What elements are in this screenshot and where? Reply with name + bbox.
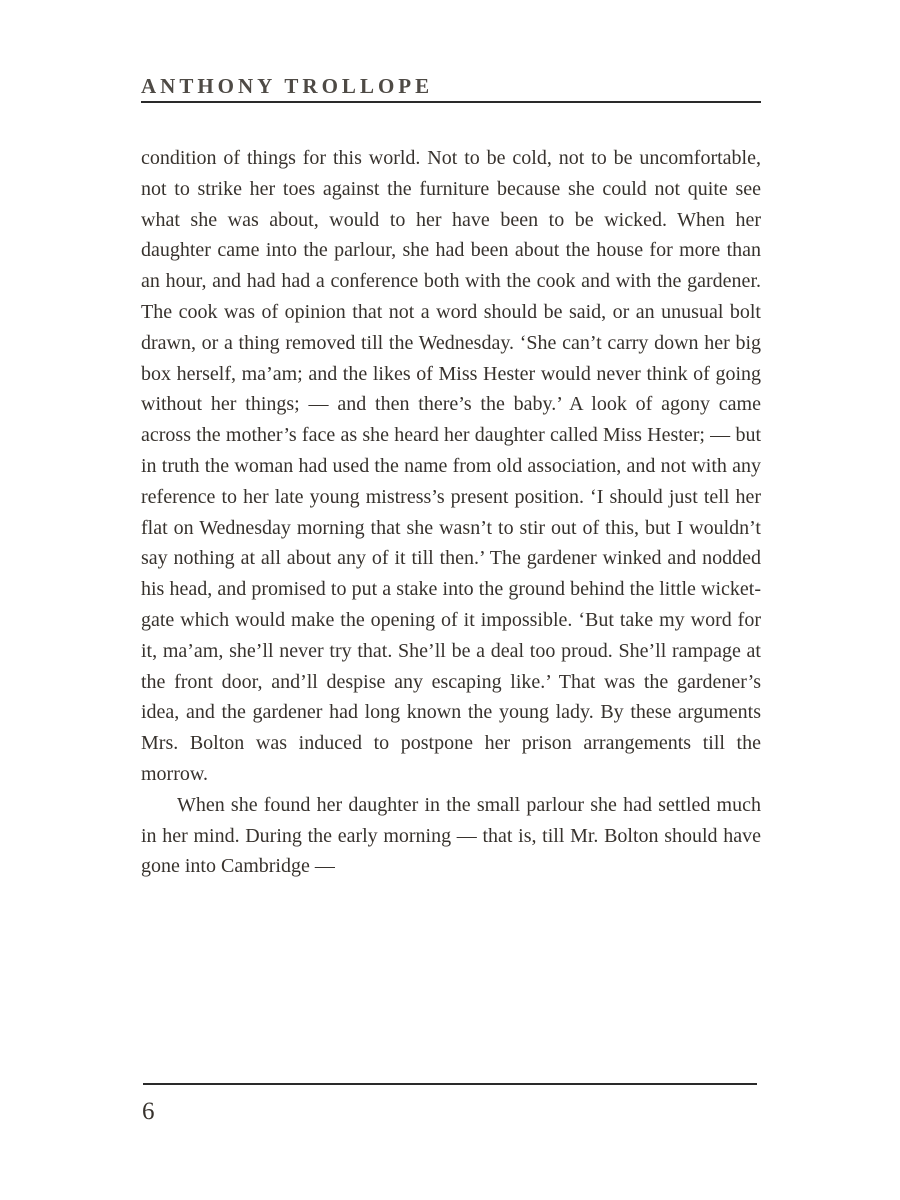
- paragraph: When she found her daughter in the small parlour she had settled much in her mind. During the early morning — that is, till Mr. Bolton should have gone into Cambridge —: [141, 793, 761, 878]
- body-text: [141, 143, 761, 882]
- running-header: ANTHONY TROLLOPE: [141, 74, 434, 98]
- paragraph-continuation: condition of things for this world. Not to be cold, not to be uncomfortable, not to strike her toes against the furniture because she could not quite see what she was about, would to her have been to be wicked. When her daughter came into the parlour, she had been about the house for more than an hour, and had had a conference both with the cook and with the gardener. The cook was of opinion that not a word should be said, or an unusual bolt drawn, or a thing removed till the Wednesday. ‘She can’t carry down her big box herself, ma’am; and the likes of Miss Hester would never think of going without her things; — and then there’s the baby.’ A look of agony came across the mother’s face as she heard her daughter called Miss Hester; — but in truth the woman had used the name from old association, and not with any reference to her late young mistress’s present position. ‘I should just tell her flat on Wednesday morning that she wasn’t to stir out of this, but I wouldn’t say nothing at all about any of it till then.’ The gardener winked and nodded his head, and promised to put a stake into the ground behind the little wicket-gate which would make the opening of it impossible. ‘But take my word for it, ma’am, she’ll never try that. She’ll be a deal too proud. She’ll rampage at the front door, and’ll despise any escaping like.’ That was the gardener’s idea, and the gardener had long known the young lady. By these arguments Mrs. Bolton was induced to postpone her prison arrangements till the morrow.: [141, 147, 761, 785]
- page-number: 6: [142, 1098, 155, 1125]
- footer-rule: [143, 1083, 757, 1085]
- header-rule: [141, 101, 761, 103]
